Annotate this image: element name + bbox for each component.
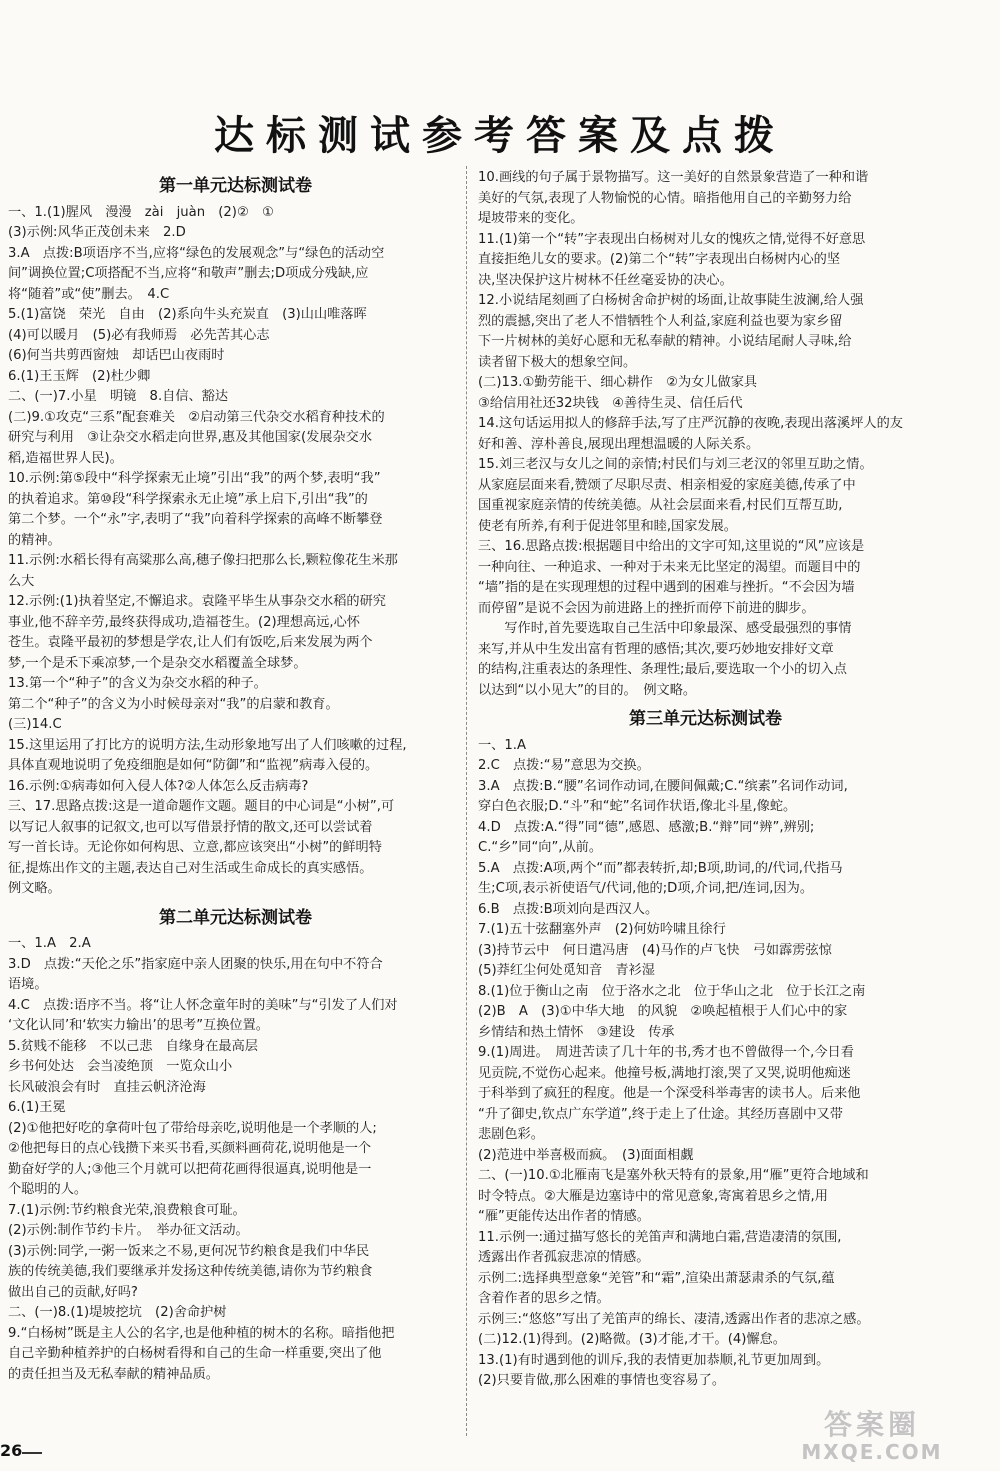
answer-line: 示例二:选择典型意象“羌管”和“霜”,渲染出萧瑟肃杀的气氛,蕴 (478, 1270, 835, 1286)
answer-line: 11.示例一:通过描写悠长的羌笛声和满地白霜,营造凄清的氛围, (478, 1229, 842, 1245)
answer-line: 研究与利用 ③让杂交水稻走向世界,惠及其他国家(发展杂交水 (8, 430, 373, 445)
answer-line: 语境。 (8, 977, 48, 992)
answer-line: 苍生。袁隆平最初的梦想是学农,让人们有饭吃,后来发展为两个 (8, 635, 373, 650)
answer-line: 示例三:“悠悠”写出了羌笛声的绵长、凄清,透露出作者的悲凉之感。 (478, 1311, 870, 1327)
answer-line: 勤奋好学的人;③他三个月就可以把荷花画得很逼真,说明他是一 (8, 1161, 372, 1177)
answer-line: 写一首长诗。无论你如何构思、立意,都应该突出“小树”的鲜明特 (8, 840, 382, 855)
answer-line: (3)示例:风华正茂创未来 2.D (8, 225, 186, 240)
answer-line: 决,坚决保护这片树林不任丝毫妥协的决心。 (478, 272, 733, 288)
answer-line: “雁”更能传达出作者的情感。 (478, 1209, 650, 1224)
answer-line: 乡情结和热土情怀 ③建设 传承 (478, 1024, 675, 1040)
answer-line: 的结构,注重表达的条理性、条理性;最后,要选取一个小的切入点 (478, 662, 847, 677)
watermark-url: MXQE.COM (801, 1440, 943, 1464)
answer-line: 于科举到了疯狂的程度。他是一个深受科举毒害的读书人。后来他 (478, 1086, 861, 1101)
answer-line: 15.刘三老汉与女儿之间的亲情;村民们与刘三老汉的邻里互助之情。 (478, 457, 873, 472)
answer-line: 11.示例:水稻长得有高粱那么高,穗子像扫把那么长,颗粒像花生米那 (8, 553, 398, 568)
answer-line: 使老有所养,有利于促进邻里和睦,国家发展。 (478, 518, 737, 534)
answer-line: 一、1.A 2.A (8, 936, 91, 951)
answer-line: (2)B A (3)①中华大地 的风貌 ②唤起植根于人们心中的家 (478, 1004, 848, 1019)
answer-line: 一种向往、一种追求、一种对于未来无比坚定的渴望。而题目中的 (478, 559, 861, 575)
watermark (772, 1410, 972, 1466)
answer-line: (二)13.①勤劳能干、细心耕作 ②为女儿做家具 (478, 375, 758, 390)
answer-line: 例文略。 (8, 881, 61, 896)
answer-line: (2)范进中举喜极而疯。 (3)面面相觑 (478, 1147, 694, 1163)
answer-line: 3.A 点拨:B项语序不当,应将“绿色的发展观念”与“绿色的活动空 (8, 245, 385, 261)
page-title: 达标测试参考答案及点拨 (214, 112, 786, 159)
right-column (478, 168, 933, 1392)
answer-line: 美好的气氛,表现了人物愉悦的心情。暗指他用自己的辛勤努力给 (478, 190, 852, 206)
answer-line: (三)14.C (8, 717, 62, 732)
answer-line: (4)可以暖月 (5)必有我师焉 必先苦其心志 (8, 327, 270, 343)
answer-line: 的精神。 (8, 532, 61, 548)
answer-line: 而停留”是说不会因为前进路上的挫折而停下前进的脚步。 (478, 600, 815, 616)
answer-line: 一、1.A (478, 737, 526, 753)
answer-line: 15.这里运用了打比方的说明方法,生动形象地写出了人们咳嗽的过程, (8, 737, 407, 753)
answer-line: 下一片树林的美好心愿和无私奉献的精神。小说结尾耐人寻味,给 (478, 334, 852, 349)
answer-line: (3)持节云中 何日遣冯唐 (4)马作的卢飞快 弓如霹雳弦惊 (478, 942, 832, 958)
answer-line: 12.示例:(1)执着坚定,不懈追求。袁隆平毕生从事杂交水稻的研究 (8, 594, 386, 609)
answer-line: (2)①他把好吃的拿荷叶包了带给母亲吃,说明他是一个孝顺的人; (8, 1120, 377, 1136)
answer-line: 9.“白杨树”既是主人公的名字,也是他种植的树木的名称。暗指他把 (8, 1325, 395, 1341)
answer-line: 稻,造福世界人民)。 (8, 450, 123, 466)
answer-line: ‘文化认同’和‘软实力输出’的思考”互换位置。 (8, 1018, 269, 1033)
answer-line: 二、(一)7.小星 明镜 8.自信、豁达 (8, 389, 229, 404)
answer-line: 含着作者的思乡之情。 (478, 1291, 610, 1306)
answer-line: 第二个“种子”的含义为小时候母亲对“我”的启蒙和教育。 (8, 696, 339, 712)
answer-line: (5)莽红尘何处觅知音 青衫湿 (478, 963, 655, 978)
answer-line: 从家庭层面来看,赞颂了尽职尽责、相亲相爱的家庭美德,传承了中 (478, 477, 856, 493)
answer-line: 10.画线的句子属于景物描写。这一美好的自然景象营造了一种和谐 (478, 170, 869, 185)
answer-line: 8.(1)位于衡山之南 位于洛水之北 位于华山之北 位于长江之南 (478, 983, 866, 999)
answer-line: 14.这句话运用拟人的修辞手法,写了庄严沉静的夜晚,表现出落溪坪人的友 (478, 416, 903, 431)
answer-line: 写作时,首先要选取自己生活中印象最深、感受最强烈的事情 (478, 621, 852, 636)
answer-line: 11.(1)第一个“转”字表现出白杨树对儿女的愧疚之情,觉得不好意思 (478, 231, 866, 247)
answer-line: “墙”指的是在实现理想的过程中遇到的困难与挫折。“不会因为墙 (478, 580, 855, 595)
answer-line: 读者留下极大的想象空间。 (478, 354, 637, 370)
answer-line: 16.示例:①病毒如何入侵人体?②人体怎么反击病毒? (8, 778, 309, 794)
answer-line: 的执着追求。第⑩段“科学探索永无止境”承上启下,引出“我”的 (8, 491, 368, 507)
answer-line: (二)12.(1)得到。(2)略微。(3)才能,才干。(4)懈怠。 (478, 1332, 786, 1347)
answer-line: 堤坡带来的变化。 (478, 211, 584, 226)
answer-line: 13.第一个“种子”的含义为杂交水稻的种子。 (8, 676, 267, 691)
answer-line: 生;C项,表示祈使语气/代词,他的;D项,介词,把/连词,因为。 (478, 881, 814, 896)
answer-line: 透露出作者孤寂悲凉的情感。 (478, 1250, 650, 1265)
answer-line: 第二个梦。一个“永”字,表明了“我”向着科学探索的高峰不断攀登 (8, 512, 383, 527)
answer-line: 将“随着”或“使”删去。 4.C (8, 286, 170, 302)
answer-line: 梦,一个是禾下乘凉梦,一个是杂交水稻覆盖全球梦。 (8, 655, 307, 671)
answer-line: (3)示例:同学,一粥一饭来之不易,更何况节约粮食是我们中华民 (8, 1243, 370, 1259)
answer-line: 10.示例:第⑤段中“科学探索无止境”引出“我”的两个梦,表明“我” (8, 471, 381, 486)
answer-line: 征,提炼出作文的主题,表达自己对生活或生命成长的真实感悟。 (8, 860, 373, 876)
section-heading: 第一单元达标测试卷 (159, 176, 312, 196)
answer-line: 具体直观地说明了免疫细胞是如何“防御”和“监视”病毒入侵的。 (8, 758, 379, 773)
answer-line: 好和善、淳朴善良,展现出理想温暖的人际关系。 (478, 436, 760, 452)
answer-line: 5.贫贱不能移 不以己悲 自缘身在最高层 (8, 1038, 258, 1054)
answer-line: 7.(1)示例:节约粮食光荣,浪费粮食可耻。 (8, 1202, 246, 1218)
answer-line: 事业,他不辞辛劳,最终获得成功,造福苍生。(2)理想高远,心怀 (8, 614, 360, 630)
answer-line: 以达到“以小见大”的目的。 例文略。 (478, 682, 697, 698)
answer-line: ②他把每日的点心钱攒下来买书看,买颜料画荷花,说明他是一个 (8, 1141, 372, 1156)
answer-line: 3.A 点拨:B.“腰”名词作动词,在腰间佩戴;C.“缤素”名词作动词, (478, 778, 848, 794)
answer-line: C.“乡”同“向”,从前。 (478, 840, 603, 855)
answer-line: 族的传统美德,我们要继承并发扬这种传统美德,请你为节约粮食 (8, 1264, 373, 1279)
answer-line: (2)示例:制作节约卡片。 举办征文活动。 (8, 1223, 249, 1238)
answer-line: 6.(1)王冕 (8, 1100, 66, 1115)
section-heading: 第二单元达标测试卷 (159, 907, 312, 928)
section-heading: 第三单元达标测试卷 (629, 709, 782, 729)
answer-line: “升了御史,钦点广东学道”,终于走上了仕途。其经历喜剧中又带 (478, 1106, 843, 1122)
answer-line: 5.A 点拨:A项,两个“而”都表转折,却;B项,助词,的/代词,代指马 (478, 860, 843, 876)
left-column (8, 168, 463, 1385)
answer-line: 一、1.(1)腥风 漫漫 zài juàn (2)② ① (8, 204, 274, 220)
answer-line: 自己辛勤种植养护的白杨树看得和自己的生命一样重要,突出了他 (8, 1346, 382, 1361)
answer-line: 乡书何处达 会当凌绝顶 一览众山小 (8, 1059, 233, 1074)
answer-line: 三、16.思路点拨:根据题目中给出的文字可知,这里说的“风”应该是 (478, 539, 865, 554)
answer-line: 4.C 点拨:语序不当。将“让人怀念童年时的美味”与“引发了人们对 (8, 997, 398, 1013)
answer-line: 以写记人叙事的记叙文,也可以写借景抒情的散文,还可以尝试着 (8, 819, 373, 835)
answer-line: 烈的震撼,突出了老人不惜牺牲个人利益,家庭利益也要为家乡留 (478, 313, 843, 329)
answer-line: 二、(一)8.(1)堤坡挖坑 (2)舍命护树 (8, 1305, 227, 1320)
answer-line: (2)只要肯做,那么困难的事情也变容易了。 (478, 1373, 726, 1388)
page-number-rule (22, 1452, 42, 1454)
answer-line: ③给信用社还32块钱 ④善待生灵、信任后代 (478, 395, 743, 411)
answer-line: 来写,并从中生发出富有哲理的感悟;其次,要巧妙地安排好文章 (478, 641, 834, 657)
answer-line: 的责任担当及无私奉献的精神品质。 (8, 1366, 219, 1382)
answer-line: 三、17.思路点拨:这是一道命题作文题。题目的中心词是“小树”,可 (8, 799, 395, 814)
answer-line: 时令特点。②大雁是边塞诗中的常见意象,寄寓着思乡之情,用 (478, 1188, 828, 1204)
answer-line: 间”调换位置;C项搭配不当,应将“和敬声”删去;D项成分残缺,应 (8, 266, 369, 281)
answer-line: 么大 (8, 573, 35, 589)
answer-line: 7.(1)五十弦翻塞外声 (2)何妨吟啸且徐行 (478, 922, 726, 937)
answer-line: 直接拒绝儿女的要求。(2)第二个“转”字表现出白杨树内心的坚 (478, 252, 841, 267)
answer-line: 6.(1)王玉辉 (2)杜少卿 (8, 368, 151, 384)
answer-line: 个聪明的人。 (8, 1182, 88, 1197)
answer-line: 5.(1)富饶 荣光 自由 (2)系向牛头充炭直 (3)山山唯落晖 (8, 307, 367, 322)
answer-line: 二、(一)10.①北雁南飞是塞外秋天特有的景象,用“雁”更符合地域和 (478, 1168, 869, 1183)
answer-line: 4.D 点拨:A.“得”同“德”,感恩、感激;B.“辩”同“辨”,辨别; (478, 819, 815, 835)
answer-line: (6)何当共剪西窗烛 却话巴山夜雨时 (8, 348, 225, 363)
answer-line: 做出自己的贡献,好吗? (8, 1284, 138, 1300)
answer-line: 13.(1)有时遇到他的训斥,我的表情更加恭顺,礼节更加周到。 (478, 1352, 830, 1368)
answer-line: 国重视家庭亲情的传统美德。从社会层面来看,村民们互帮互助, (478, 498, 843, 513)
answer-line: 3.D 点拨:“天伦之乐”指家庭中亲人团聚的快乐,用在句中不符合 (8, 956, 383, 972)
answer-line: 12.小说结尾刻画了白杨树舍命护树的场面,让故事陡生波澜,给人强 (478, 293, 864, 308)
answer-line: 2.C 点拨:“易”意思为交换。 (478, 758, 650, 773)
answer-line: 悲剧色彩。 (478, 1127, 544, 1142)
answer-line: 长风破浪会有时 直挂云帆济沧海 (8, 1079, 206, 1095)
answer-line: (二)9.①攻克“三系”配套难关 ②启动第三代杂交水稻育种技术的 (8, 409, 385, 425)
answer-line: 6.B 点拨:B项刘向是西汉人。 (478, 901, 659, 917)
answer-line: 9.(1)周进。 周进苦读了几十年的书,秀才也不曾做得一个,今日看 (478, 1045, 854, 1060)
watermark-logo: 答案圈 (823, 1408, 920, 1441)
column-divider (466, 166, 467, 1436)
page-number: 26 (0, 1441, 23, 1460)
answer-line: 穿白色衣服;D.“斗”和“蛇”名词作状语,像北斗星,像蛇。 (478, 799, 797, 814)
answer-line: 见贡院,不觉伤心起来。他撞号板,满地打滚,哭了又哭,说明他痴迷 (478, 1065, 851, 1081)
